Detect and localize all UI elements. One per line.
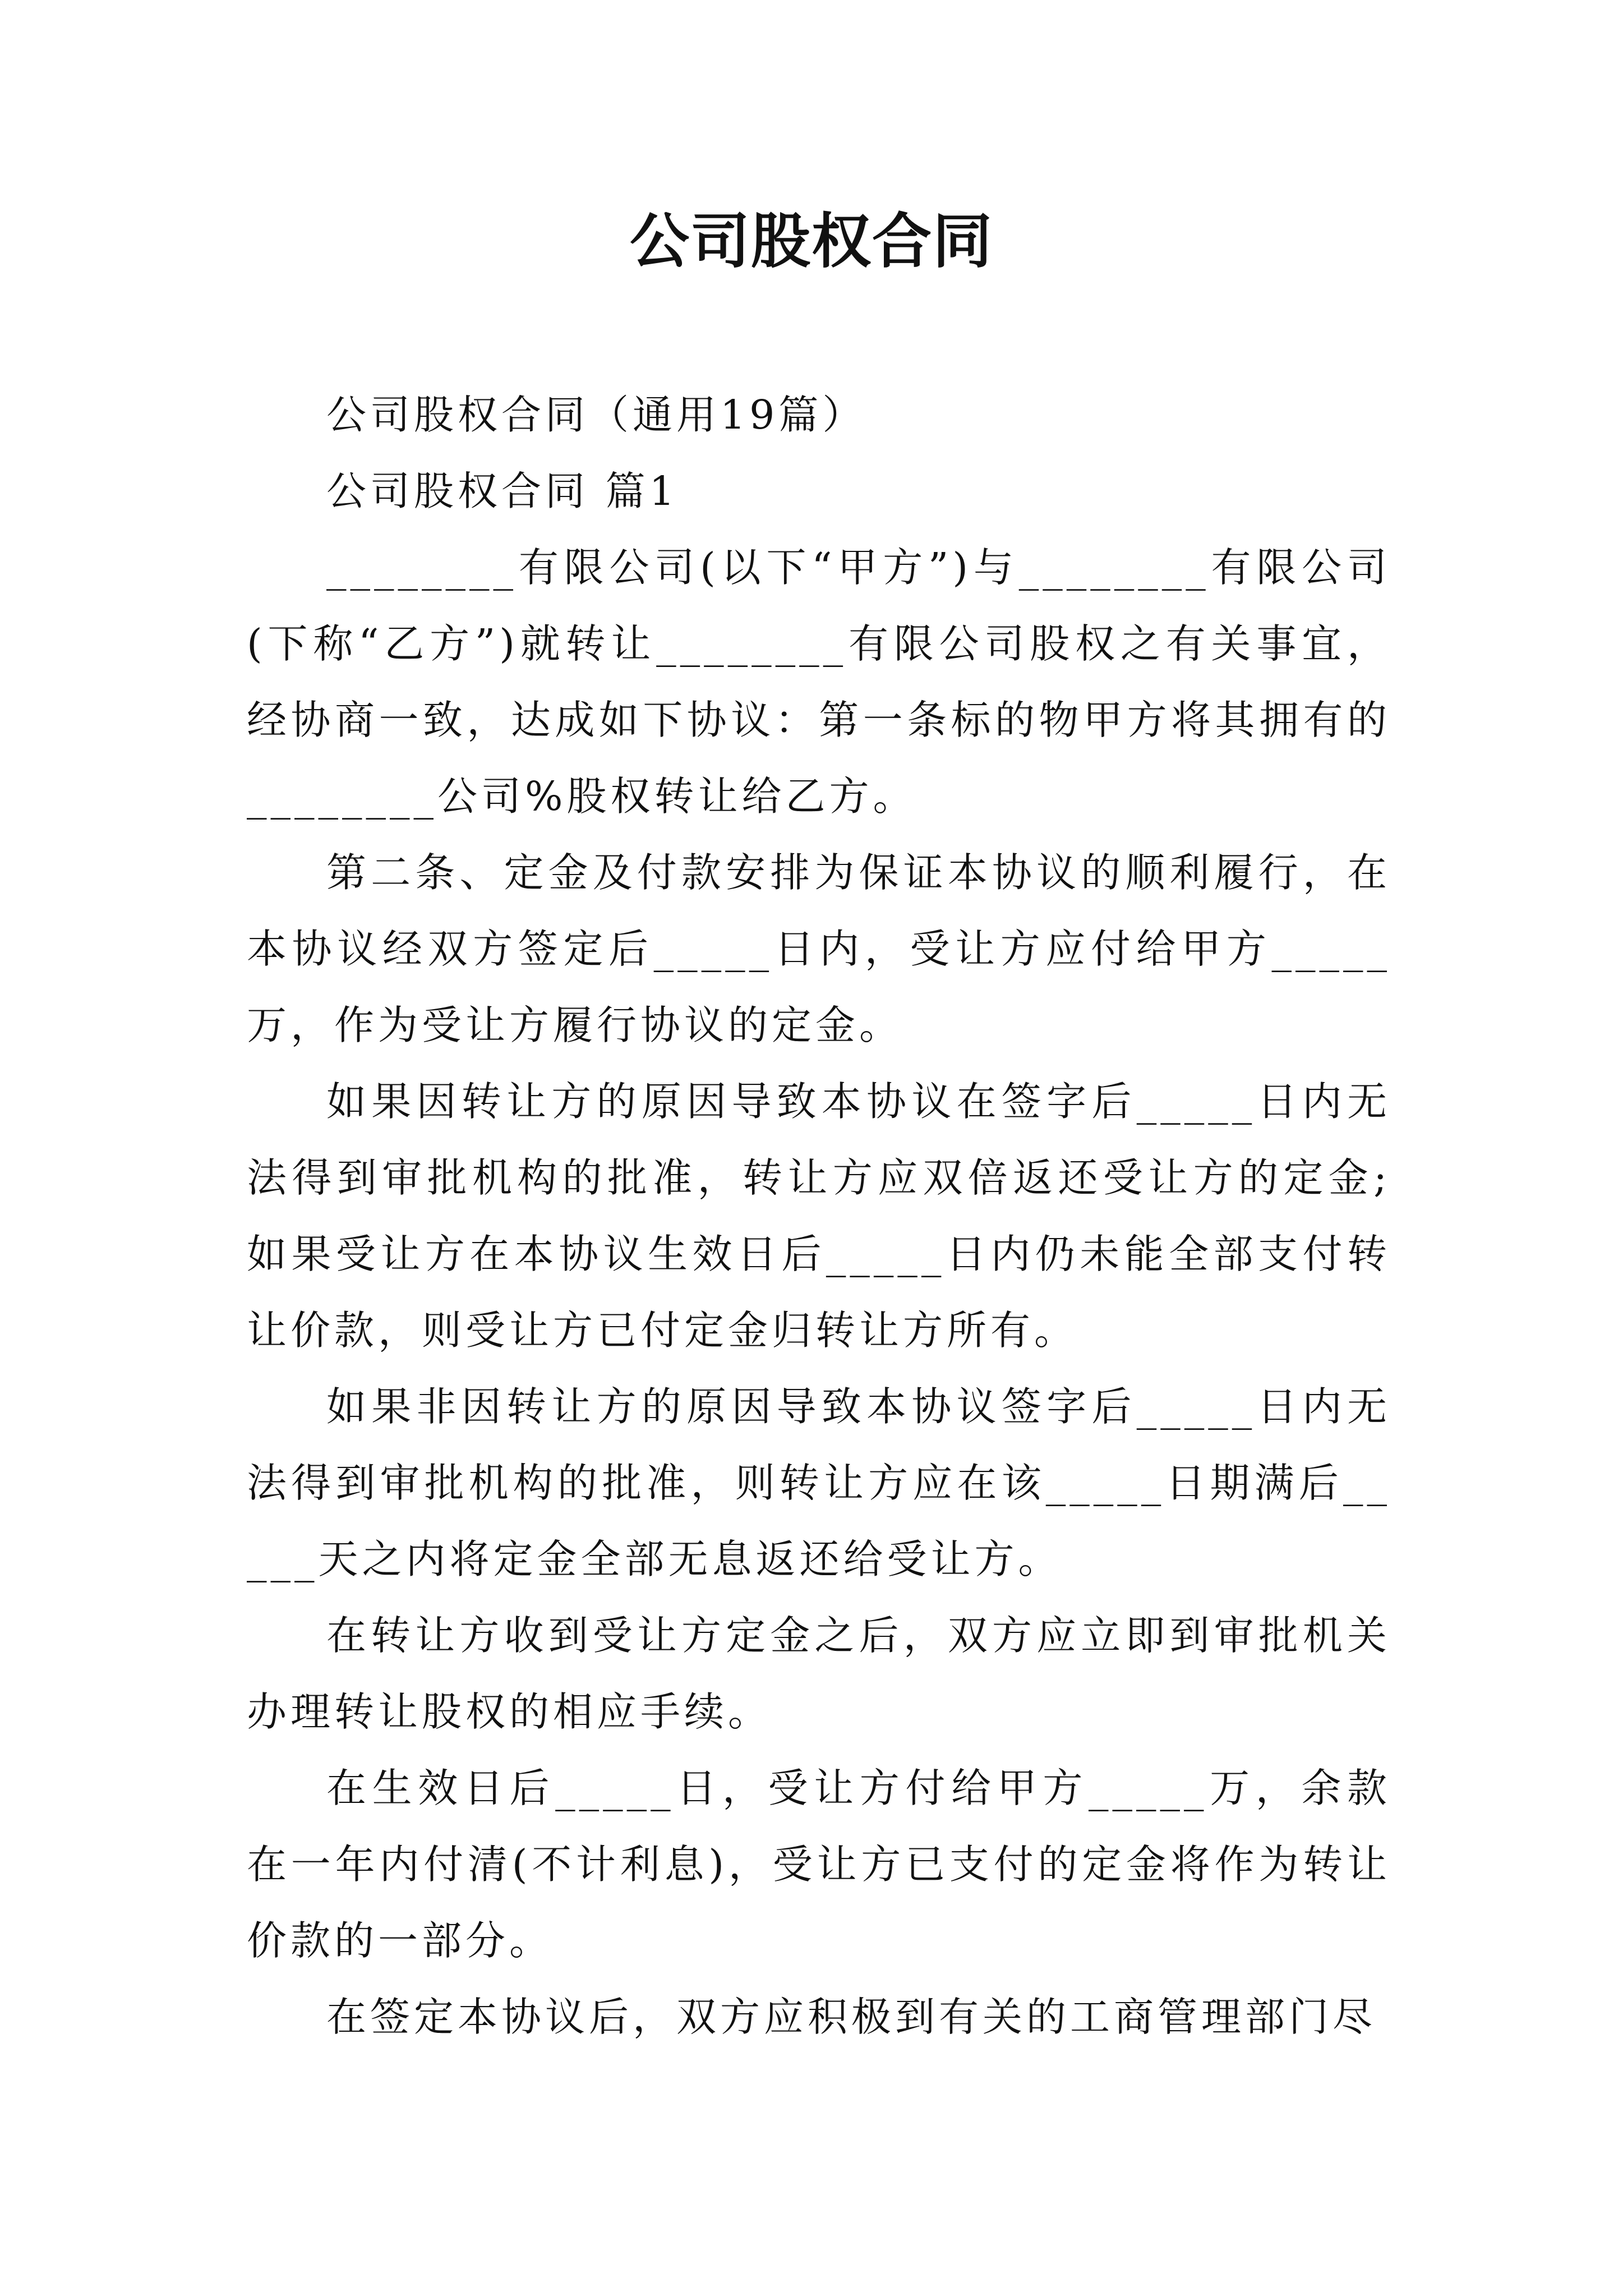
paragraph-approval-procedure: 在转让方收到受让方定金之后，双方应立即到审批机关办理转让股权的相应手续。 xyxy=(247,1612,1391,1735)
paragraph-article-1: ________有限公司(以下“甲方”)与________有限公司(下称“乙方”)就转让________有限公司股权之有关事宜，经协商一致，达成如下协议：第一条标的物甲方将其拥有的________公司%股权转让给乙方。 xyxy=(247,544,1391,820)
document-title: 公司股权合同 xyxy=(630,206,993,276)
paragraph-article-2: 第二条、定金及付款安排为保证本协议的顺利履行，在本协议经双方签定后_____日内，受让方应付给甲方_____万，作为受让方履行协议的定金。 xyxy=(247,849,1391,1048)
document-body xyxy=(247,377,1391,2055)
paragraph-non-transferor-cause: 如果非因转让方的原因导致本协议签字后_____日内无法得到审批机构的批准，则转让方应在该_____日期满后_____天之内将定金全部无息返还给受让方。 xyxy=(247,1383,1391,1582)
paragraph-payment-schedule: 在生效日后_____日，受让方付给甲方_____万，余款在一年内付清(不计利息)，受让方已支付的定金将作为转让价款的一部分。 xyxy=(247,1765,1391,1964)
paragraph-section-heading: 公司股权合同 篇1 xyxy=(326,468,679,514)
paragraph-deposit-refund: 如果因转让方的原因导致本协议在签字后_____日内无法得到审批机构的批准，转让方应双倍返还受让方的定金;如果受让方在本协议生效日后_____日内仍未能全部支付转让价款，则受让方已付定金归转让方所有。 xyxy=(247,1078,1391,1354)
paragraph-registration: 在签定本协议后，双方应积极到有关的工商管理部门尽 xyxy=(326,1994,1377,2040)
paragraph-subtitle: 公司股权合同（通用19篇） xyxy=(326,392,866,438)
